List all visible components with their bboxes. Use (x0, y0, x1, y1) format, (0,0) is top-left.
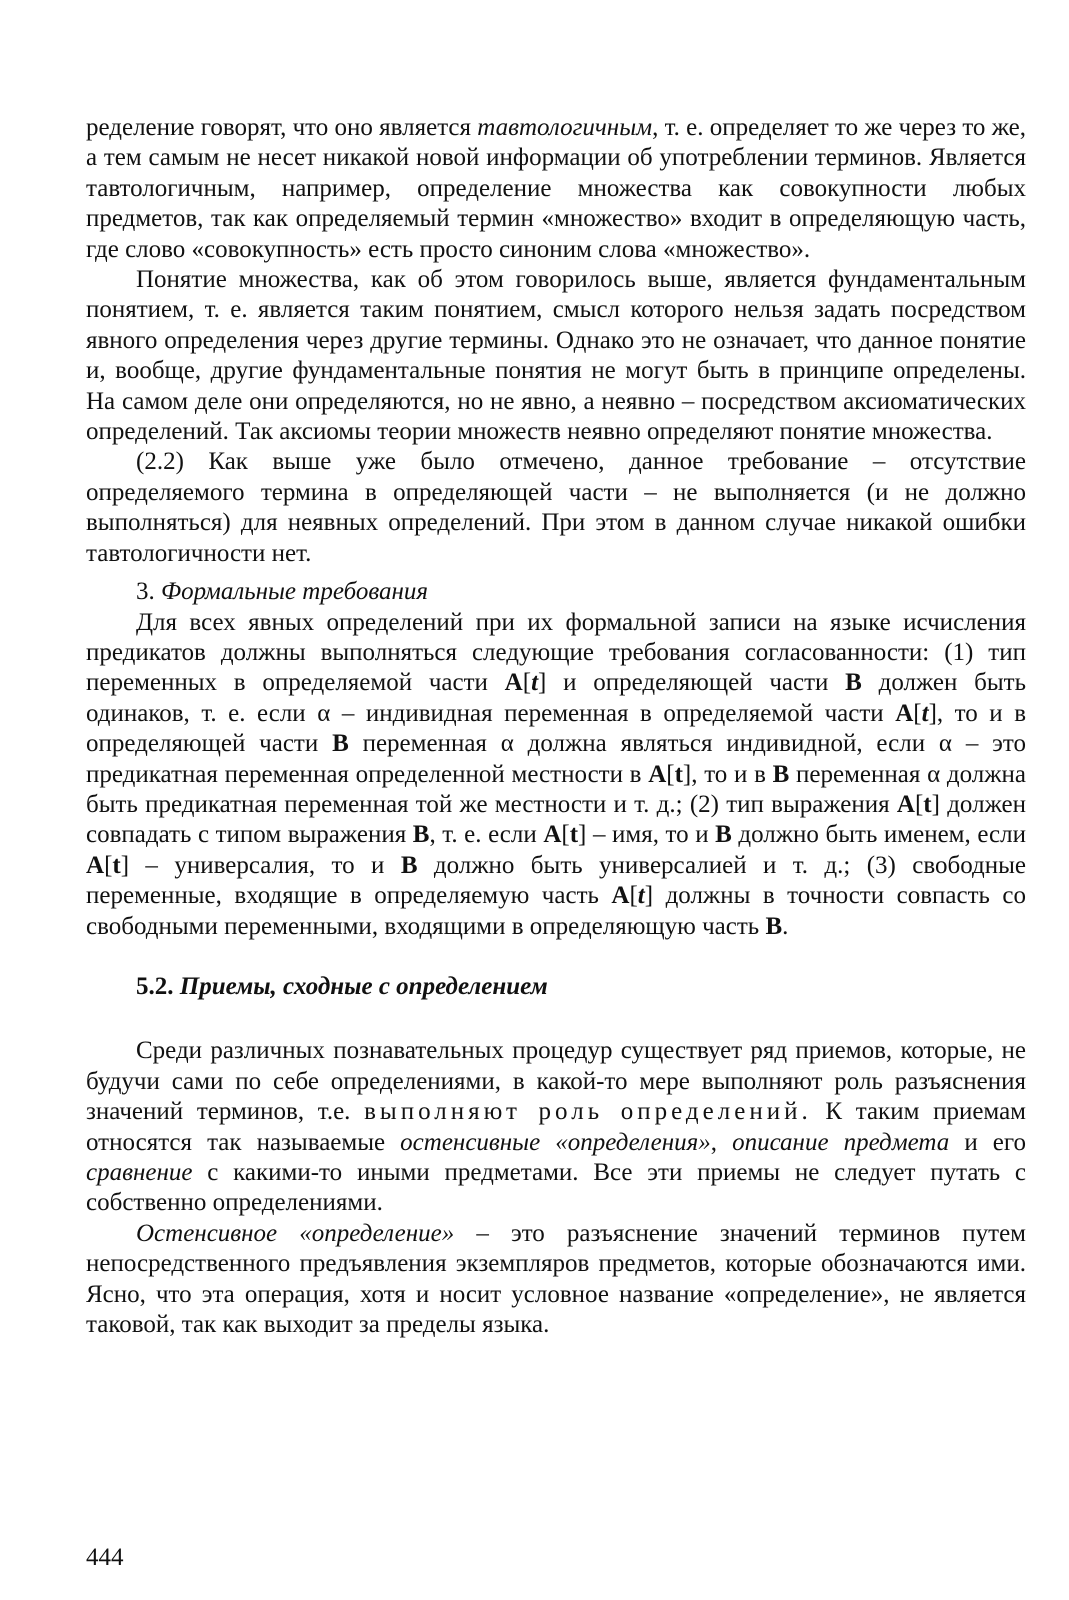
formula-B: B (715, 821, 732, 849)
text-run: ределение говорят, что оно является (86, 114, 478, 141)
formula-B: B (845, 669, 862, 697)
text-run: . (782, 912, 789, 940)
text-run: переменная α должна являться индивидной, если α – это предикатная переменная определенной местности в (86, 730, 1026, 788)
text-run: должен быть одинаков, т. е. если α – индивидная переменная в определяемой части (86, 669, 1026, 727)
formula-A: A (648, 760, 667, 788)
formula-t: t (569, 821, 579, 849)
subheading-number: 3. (136, 578, 161, 606)
italic-term: Остенсивное «определение» (136, 1219, 455, 1247)
formula-t: t (637, 882, 645, 910)
text-run: должны в точности совпасть со свободными переменными, входящими в определяющую часть (86, 882, 1026, 940)
text-run: и его (949, 1128, 1026, 1156)
subheading-formal-requirements (86, 577, 1026, 607)
paragraph-fundamental-concept: Понятие множества, как об этом говорилось выше, является фундаментальным понятием, т. е. является таким понятием, смысл которого нельзя задать посредством явного определения через другие термины. Однако это не означает, что данное понятие и, вообще, другие фундаментальные понятия не могут быть в принципе определены. На самом деле они определяются, но не явно, а неявно – посредством аксиоматических определений. Так аксиомы теории множеств неявно определяют понятие множества. (86, 266, 1026, 446)
paragraph-similar-techniques (86, 1036, 1026, 1218)
text-run: переменная α должна быть предикатная переменная той же местности и т. д.; (2) тип выражения (86, 760, 1026, 818)
text-run: , т. е. если (429, 821, 544, 849)
formula-B: B (400, 851, 418, 879)
text-run: и определяющей части (546, 669, 846, 697)
formula-t: t (531, 669, 539, 697)
text-run: , т. е. определяет то же через то же, а тем самым не несет никакой новой информации об употреблении терминов. Является тавтологичным, например, определение множества как совокупности любых предметов, так как определяемый термин «множество» входит в определяющую часть, где слово «совокупность» есть просто синоним слова «множество». (86, 114, 1026, 263)
italic-term: описание предмета (732, 1128, 950, 1156)
formula-t: t (923, 790, 932, 818)
formula-A: A (543, 821, 562, 849)
formula-t: t (674, 760, 683, 788)
text-run: , (710, 1128, 733, 1156)
formula-A: A (896, 790, 915, 818)
text-run: Для всех явных определений при их формальной записи на языке исчисления предикатов должны выполняться следующие требования согласованности: (1) тип переменных в определяемой части (86, 608, 1026, 697)
subheading-title: Формальные требования (161, 578, 429, 606)
formula-t: t (921, 699, 929, 727)
text-run: – это разъяснение значений терминов путем непосредственного предъявления экземпляров предметов, которые обозначаются ими. Ясно, что эта операция, хотя и носит условное название «определение», не является таковой, так как выходит за пределы языка. (86, 1219, 1027, 1339)
paragraph-formal-requirements: Для всех явных определений при их формальной записи на языке исчисления предикатов должны выполняться следующие требования согласованности: (1) тип переменных в определяемой части A[t] и определяющей части B должен быть одинаков, т. е. если α – индивидная переменная в определяемой части A[t], то и в определяющей части B переменная α должна являться индивидной, если α – это предикатная переменная определенной местности в A[t], то и в B переменная α должна быть предикатная переменная той же местности и т. д.; (2) тип выражения A[t] должен совпадать с типом выражения B, т. е. если A[t] – имя, то и B должно быть именем, если A[t] – универсалия, то и B должно быть универсалией и т. д.; (3) свободные переменные, входящие в определяемую часть A[t] должны в точности совпасть со свободными переменными, входящими в определяющую часть B. (86, 608, 1027, 940)
formula-B: B (412, 821, 430, 849)
formula-B: B (772, 760, 790, 788)
italic-term: остенсивные «определения» (400, 1128, 711, 1156)
text-run: Среди различных познавательных процедур существует ряд приемов, которые, не будучи сами по себе определениями, в какой-то мере выполняют роль разъяснения значений терминов, т.е. (86, 1037, 1026, 1126)
text-run: К таким приемам относятся так называемые (86, 1098, 1026, 1156)
italic-term: сравнение (86, 1159, 193, 1186)
text-run: должно быть универсалией и т. д.; (3) свободные переменные, входящие в определяемую часть (86, 851, 1026, 910)
formula-A: A (86, 851, 105, 879)
formula-A: A (504, 669, 523, 697)
text-run: – универсалия, то и (129, 851, 401, 879)
text-run: , то и в (691, 760, 773, 788)
paragraph-2-2: (2.2) Как выше уже было отмечено, данное требование – отсутствие определяемого термина в определяющей части – не выполняется (и не должно выполняться) для неявных определений. При этом в данном случае никакой ошибки тавтологичности нет. (86, 448, 1026, 567)
paragraph-tautology (86, 113, 1026, 265)
formula-A: A (611, 882, 630, 910)
section-title: Приемы, сходные с определением (179, 972, 548, 1000)
section-number: 5.2. (136, 972, 180, 1000)
text-run: – имя, то и (586, 821, 716, 849)
formula-B: B (765, 912, 783, 940)
page-number: 444 (86, 1544, 124, 1571)
section-heading-5-2 (86, 972, 1026, 1002)
paragraph-ostensive-definition (86, 1219, 1026, 1341)
formula-A: A (895, 699, 914, 727)
text-run: должен совпадать с типом выражения (86, 790, 1026, 849)
formula-B: B (332, 730, 349, 758)
page-body (86, 113, 1026, 1340)
formula-t: t (112, 851, 121, 879)
spaced-emphasis: выполняют роль определений. (364, 1098, 812, 1126)
text-run: , то и в определяющей части (86, 699, 1027, 758)
italic-term: тавтологичным (477, 114, 653, 141)
text-run: должно быть именем, если (731, 821, 1026, 849)
text-run: с какими-то иными предметами. Все эти приемы не следует путать с собственно определениями. (86, 1159, 1026, 1217)
